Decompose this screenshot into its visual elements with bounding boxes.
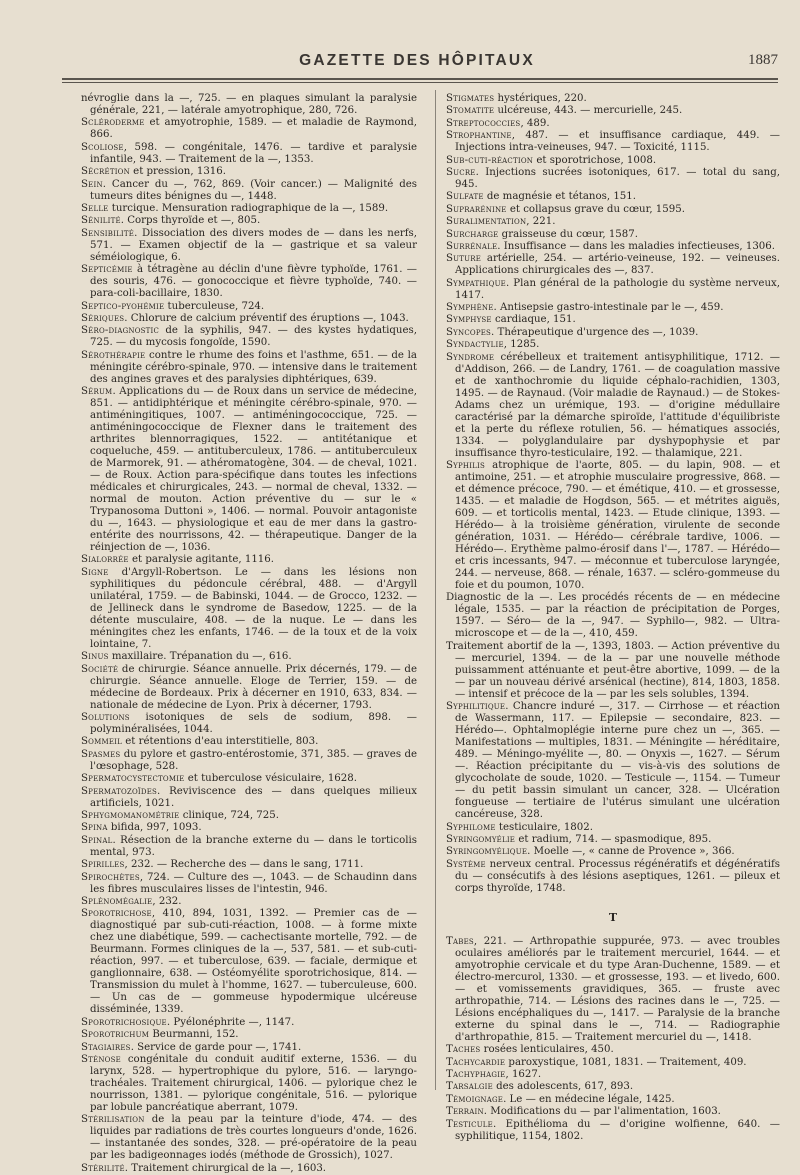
entry-text: et tuberculose vésiculaire, 1628. [184,773,357,785]
entry-text: , 221. [526,216,556,228]
entry-headword: Sucre [446,166,476,178]
index-entry [81,567,417,651]
column-divider [435,90,436,1090]
entry-text: et sporotrichose, 1008. [533,154,657,166]
entry-text: , 221. — Arthropathie suppurée, 973. — avec troubles oculaires améliorés par le traitement mercuriel, 1644. — et amyotrophie cervicale et du type Aran-Duchenne, 1589. — et électro-mercurol, 1330. — et grossesse, 193. — et livedo, 600. — et vomissements gravidiques, 365. — fruste avec arthropathie, 714. — Lésions des racines dans le —, 725. — Lésions encéphaliques du —, 1417. — Paralysie de la branche externe du spinal dans le —, 714. — Radiographie d'arthropathie, 815. — Traitement mercuriel du —, 1418. [455,935,780,1043]
entry-headword: Syndactylie [446,339,504,351]
index-entry [446,93,780,105]
entry-headword: Splénomégalie [81,895,153,907]
entry-headword: Strophantine [446,130,512,142]
entry-text: , 1285. [503,339,540,351]
entry-headword: Syphilitique [446,701,506,713]
entry-headword: Scoliose [81,141,124,153]
entry-headword: Sinus [81,651,109,663]
entry-headword: Spirochètes [81,871,140,883]
index-entry [446,352,780,460]
index-entry [446,1069,780,1081]
entry-headword: Sérothérapie [81,349,146,361]
entry-text: . Service de garde pour —, 1741. [130,1041,302,1053]
entry-text: rosées lenticulaires, 450. [480,1044,614,1056]
index-entry [446,859,780,895]
entry-text: , 489. [520,117,550,129]
entry-headword: Spermatozoïdes [81,785,158,797]
entry-headword: Sporotrichose [81,908,152,920]
entry-text: cérébelleux et traitement antisyphilitique, 1712. — d'Addison, 266. — de Landry, 1761. — de coagulation massive et de xanthochromie du liquide céphalo-rachidien, 1303, 1495. — de Raynaud. (Voir maladie de Raynaud.) — de Stokes-Adams chez un urémique, 193. — d'origine médullaire caractérisé par la démarche spiroïde, l'attitude d'équilibriste et la perte du réflexe rotulien, 56. — hématiques associés, 1334. — polyglandulaire par dyshypophysie et par insuffisance thyro-testiculaire, 192. — thalamique, 221. [455,351,780,459]
entry-text: du pylore et gastro-entérostomie, 371, 385. — graves de l'œsophage, 528. [90,748,417,772]
entry-headword: Testicule [446,1118,493,1130]
journal-title: GAZETTE DES HÔPITAUX [299,52,535,69]
entry-headword: Stigmates [446,93,495,104]
entry-text: atrophique de l'aorte, 805. — du lapin, 908. — et antimoine, 251. — et atrophie musculaire progressive, 868. — et démence précoce, 790. — et émétique, 410. — et grossesse, 1435. — et maladie de Hogdson, 565. — et métrites aiguës, 609. — et torticolis mental, 1423. — Etude clinique, 1393. — Hérédo— à la troisième génération, virulente de seconde génération, 1031. — Hérédo— cérébrale tardive, 1006. — Hérédo—. Erythème palmo-érosif dans l'—, 1787. — Hérédo— et cris incessants, 947. — méconnue et tuberculose laryngée, 244. — nerveuse, 868. — rénale, 1637. — scléro-gommeuse du foie et du poumon, 1070. [455,460,780,592]
page-number: 1887 [748,52,778,68]
index-entry [446,822,780,834]
index-entry [446,1094,780,1106]
entry-text: bifida, 997, 1093. [107,822,202,834]
index-entry [81,1114,417,1162]
index-entry [81,203,417,215]
entry-headword: Solutions [81,712,130,724]
entry-headword: Selle [81,202,109,214]
entry-text: nerveux central. Processus régénératifs et dégénératifs du — consécutifs à des lésions aseptiques, 1261. — pileux et corps thyroïde, 1748. [455,858,780,894]
index-entry [81,1029,417,1041]
entry-text: cardiaque, 151. [491,314,576,326]
index-entry [446,1106,780,1118]
index-entry [81,749,417,773]
entry-headword: Suture [446,253,482,265]
index-entry [81,664,417,712]
entry-text: . Chancre induré —, 317. — Cirrhose — et réaction de Wassermann, 117. — Epilepsie — secondaire, 823. — Hérédo—. Ophtalmoplégie interne pure chez un —, 365. — Manifestations — multiples, 1831. — Méningite — héréditaire, 489. — Méningo-myélite —, 80. — Onyxis —, 1627. — Sérum —. Réaction précipitante du — vis-à-vis des solutions de glycocholate de soude, 1020. — Testicule —, 1154. — Tumeur — du petit bassin simulant un cancer, 328. — Ulcération fongueuse — tertiaire de l'utérus simulant une ulcération cancéreuse, 328. [455,701,780,821]
entry-headword: Tachycardie [446,1056,506,1068]
entry-headword: Surrénale [446,240,498,252]
index-entry [446,641,780,701]
index-entry [446,204,780,216]
index-entry [446,1057,780,1069]
entry-text: . Traitement chirurgical de la —, 1603. [124,1162,327,1174]
entry-text: . Moelle —, « canne de Provence », 366. [527,846,735,858]
entry-headword: Société [81,663,119,675]
entry-text: . Modifications du — par l'alimentation, 1603. [483,1106,721,1118]
index-entry [81,896,417,908]
entry-headword: Surcharge [446,228,499,240]
index-entry [446,327,780,339]
entry-headword: Syringomyélie [446,833,516,845]
entry-text: graisseuse du cœur, 1587. [498,228,638,240]
index-entry [446,846,780,858]
index-entry [81,859,417,871]
entry-headword: Scléroderme [81,117,145,129]
entry-headword: Spermatocystectomie [81,773,185,785]
index-entry [81,822,417,834]
entry-text: . Antisepsie gastro-intestinale par le —, 459. [493,302,724,314]
index-entry [446,241,780,253]
index-entry [81,264,417,300]
entry-headword: Taches [446,1044,481,1056]
index-entry [81,313,417,325]
index-entry [81,1017,417,1029]
entry-headword: Stérilisation [81,1114,145,1126]
entry-headword: Témoignage [446,1093,504,1105]
entry-headword: Sténose [81,1053,121,1065]
entry-text: turcique. Mensuration radiographique de la —, 1589. [108,202,389,214]
index-entry [446,118,780,130]
entry-text: maxillaire. Trépanation du —, 616. [108,651,292,663]
entry-headword: Tarsalgie [446,1081,493,1093]
entry-headword: Stérilité [81,1162,125,1174]
entry-headword: Spinal [81,834,113,846]
entry-headword: Suralimentation [446,216,527,228]
index-entry [81,1163,417,1175]
index-entry [446,155,780,167]
index-entry [81,1054,417,1114]
entry-headword: Sein [81,178,103,190]
entry-text: contre le rhume des foins et l'asthme, 651. — de la méningite cérébro-spinale, 970. — intensive dans le traitement des angines graves et des paralysies diphtériques, 639. [90,349,417,385]
entry-headword: Suprarénine [446,203,507,215]
index-entry [81,810,417,822]
index-entry [81,736,417,748]
index-entry [81,301,417,313]
entry-text: et radium, 714. — spasmodique, 895. [515,833,712,845]
header-rule-thin [62,82,778,83]
index-entry [446,229,780,241]
index-entry [446,191,780,203]
entry-text: , 232. [152,895,182,907]
entry-headword: Stagiaires [81,1041,131,1053]
index-entry [446,1119,780,1143]
entry-headword: Streptococcies [446,117,521,129]
entry-text: clinique, 724, 725. [179,809,279,821]
entry-text: . Insuffisance — dans les maladies infectieuses, 1306. [497,240,776,252]
entry-headword: Sommeil [81,736,122,748]
entry-headword: Sialorrée [81,554,129,566]
entry-text: paroxystique, 1081, 1831. — Traitement, 409. [505,1056,747,1068]
entry-text: et pression, 1316. [129,166,227,178]
entry-headword: Syndrome [446,351,495,363]
entry-headword: Sensibilité [81,227,135,239]
entry-text: testiculaire, 1802. [495,821,593,833]
index-entry [81,386,417,554]
index-entry [81,773,417,785]
entry-text: , 487. — et insuffisance cardiaque, 449. — Injections intra-veineuses, 947. — Toxicité, 1115. [455,130,780,154]
entry-text: d'Argyll-Robertson. Le — dans les lésions non syphilitiques du pédoncule cérébral, 488. — d'Argyll unilatéral, 1759. — de Babinski, 1044. — de Grocco, 1232. — de Jellineck dans le syndrome de Basedow, 1225. — de la détente musculaire, 408. — de la nuque. Le — dans les méningites chez les enfants, 1746. — de la toux et de la voix lointaine, 7. [90,566,417,650]
entry-text: de chirurgie. Séance annuelle. Prix décernés, 179. — de chirurgie. Séance annuelle. Eloge de Terrier, 159. — de médecine de Bordeaux. Prix à décerner en 1910, 633, 834. — nationale de médecine de Lyon. Prix à décerner, 1793. [90,663,417,711]
index-entry [81,350,417,386]
right-column [446,93,780,1143]
entry-headword: Sénilité [81,215,121,227]
entry-headword: Séro-diagnostic [81,325,160,337]
entry-text: . Dissociation des divers modes de — dans les nerfs, 571. — Examen objectif de la — gastrique et sa valeur séméiologique, 6. [90,227,417,263]
entry-headword: Système [446,858,486,870]
entry-text: . Corps thyroïde et —, 805. [120,215,261,227]
index-entry [81,215,417,227]
entry-text: et collapsus grave du cœur, 1595. [506,203,685,215]
entry-text: . Chlorure de calcium préventif des éruptions —, 1043. [124,312,409,324]
entry-headword: Sporotrichum [81,1029,150,1041]
entry-text: hystériques, 220. [494,93,587,104]
header-rule [62,78,778,80]
entry-headword: Syphilis [446,460,485,472]
entry-text: et amyotrophie, 1589. — et maladie de Raymond, 866. [90,117,417,141]
entry-headword: Sporotrichosique [81,1016,167,1028]
entry-headword: Sub-cuti-réaction [446,154,534,166]
entry-text: . Résection de la branche externe du — dans le torticolis mental, 973. [90,834,417,858]
entry-text: Diagnostic de la —. Les procédés récents de — en médecine légale, 1535. — par la réaction de précipitation de Porges, 1597. — Séro— de la —, 947. — Syphilo—, 982. — Ultra-microscope et — de la —, 410, 459. [446,592,780,640]
entry-headword: Sérum [81,386,113,398]
entry-headword: Syncopes [446,326,492,338]
entry-text: , 410, 894, 1031, 1392. — Premier cas de — diagnostiqué par sub-cuti-réaction, 1008. — à forme mixte chez une diabétique, 599. — cachectisante mortelle, 792. — de Beurmann. Formes cliniques de la —, 537, 581. — et sub-cuti-réaction, 997. — et tuberculose, 639. — faciale, dermique et ganglionnaire, 638. — Ostéomyélite sporotrichosique, 814. — Transmission du mulet à l'homme, 1627. — tuberculeuse, 600. — Un cas de — gommeuse hypodermique ulcéreuse disséminée, 1339. [90,908,417,1016]
index-entry [446,216,780,228]
entry-text: névroglie dans la —, 725. — en plaques simulant la paralysie générale, 221, — latérale amyotrophique, 280, 726. [81,93,417,116]
index-entry [446,701,780,821]
index-entry [446,1044,780,1056]
index-entry [446,936,780,1044]
entry-text: congénitale du conduit auditif externe, 1536. — du larynx, 528. — hypertrophique du pylore, 516. — laryngo-trachéales. Traitement chirurgical, 1406. — pylorique chez le nourrisson, 1381. — pylorique congénitale, 516. — pylorique par lobule pancréatique aberrant, 1079. [90,1053,417,1113]
index-entry [446,339,780,351]
entry-text: . Reviviscence des — dans quelques milieux artificiels, 1021. [90,785,417,809]
index-entry [446,592,780,640]
index-entry [446,278,780,302]
page-header [56,52,778,74]
index-entry [81,1042,417,1054]
index-entry [446,130,780,154]
index-entry [81,835,417,859]
entry-text: . Le — en médecine légale, 1425. [503,1093,675,1105]
entry-text: , 724. — Culture des —, 1043. — de Schaudinn dans les fibres musculaires lisses de l'intestin, 946. [90,871,417,895]
index-entry [81,908,417,1016]
index-entry [81,872,417,896]
index-entry [81,786,417,810]
entry-headword: Septicémie [81,264,133,276]
entry-headword: Syringomyélique [446,846,528,858]
entry-headword: Symphyse [446,314,492,326]
index-entry [446,834,780,846]
entry-text: . Injections sucrées isotoniques, 617. — total du sang, 945. [455,166,780,190]
index-entry [81,166,417,178]
entry-text: . Applications du — de Roux dans un service de médecine, 851. — antidiphtérique et méningite cérébro-spinale, 970. — antiméningitiques, 1007. — antiméningococcique, 725. — antiméningococcique de Flexner dans le traitement des arthrites blennorragiques, 1522. — antitétanique et coqueluche, 459. — antituberculeux, 1786. — antituberculeux de Marmorek, 91. — athéromatogène, 304. — de cheval, 1021. — de Roux. Action para-spécifique dans toutes les infections médicales et chirurgicales, 243. — normal de cheval, 1332. — normal de mouton. Action préventive du — sur le « Trypanosoma Duttoni », 1406. — normal. Pouvoir antagoniste du —, 1643. — physiologique et eau de mer dans la gastro-entérite des nourrissons, 42. — thérapeutique. Danger de la réinjection de —, 1036. [90,386,417,554]
entry-headword: Tachyphagie [446,1068,506,1080]
entry-text: des adolescents, 617, 893. [492,1081,634,1093]
entry-text: de la syphilis, 947. — des kystes hydatiques, 725. — du mycosis fongoïde, 1590. [90,325,417,349]
entry-headword: Tabes [446,935,474,947]
entry-headword: Sériques [81,312,125,324]
entry-headword: Septico-pyohémie [81,300,165,312]
left-column [81,93,417,1175]
entry-headword: Signe [81,566,109,578]
index-entry [81,93,417,117]
entry-headword: Spina [81,822,108,834]
entry-text: tuberculeuse, 724. [164,300,265,312]
index-entry [81,651,417,663]
index-entry [81,325,417,349]
entry-text: artérielle, 254. — artério-veineuse, 192. — veineuses. Applications chirurgicales des —, 837. [455,253,780,277]
section-letter: T [608,910,618,924]
entry-headword: Sphygmomanométrie [81,809,180,821]
index-entry [81,554,417,566]
entry-text: et paralysie agitante, 1116. [128,554,275,566]
entry-text: et rétentions d'eau interstitielle, 803. [121,736,319,748]
entry-headword: Symphène [446,302,494,314]
entry-text: , 1627. [505,1068,542,1080]
entry-text: de la peau par la teinture d'iode, 474. — des liquides par radiations de très courtes longueurs d'onde, 1626. — instantanée des sondes, 328. — pré-opératoire de la peau par les badigeonnages iodés (méthode de Grossich), 1027. [90,1114,417,1162]
index-entry [81,117,417,141]
entry-text: . Plan général de la pathologie du système nerveux, 1417. [455,277,780,301]
index-entry [446,460,780,592]
index-entry [81,142,417,166]
index-entry [446,302,780,314]
entry-text: à tétragène au déclin d'une fièvre typhoïde, 1761. — des souris, 476. — gonococcique et fièvre typhoïde, 740. — para-coli-bacillaire, 1830. [90,264,417,300]
index-entry [81,228,417,264]
entry-headword: Terrain [446,1106,484,1118]
index-entry [446,167,780,191]
entry-headword: Spasmes [81,748,121,760]
entry-text: Beurmanni, 152. [149,1029,239,1041]
entry-headword: Sulfate [446,191,484,203]
entry-text: isotoniques de sels de sodium, 898. — polyminéralisées, 1044. [90,712,417,736]
entry-text: de magnésie et tétanos, 151. [483,191,637,203]
index-entry [446,253,780,277]
index-entry [446,314,780,326]
entry-text: , 598. — congénitale, 1476. — tardive et paralysie infantile, 943. — Traitement de la —, 1353. [90,141,417,165]
entry-text: . Epithélioma du — d'origine wolfienne, 640. — syphilitique, 1154, 1802. [455,1118,780,1142]
index-entry [81,712,417,736]
entry-headword: Syphilome [446,821,496,833]
entry-text: , 232. — Recherche des — dans le sang, 1711. [124,859,364,871]
index-entry [446,1081,780,1093]
entry-headword: Sécrétion [81,166,130,178]
index-entry [446,105,780,117]
entry-text: ulcéreuse, 443. — mercurielle, 245. [494,105,683,117]
entry-headword: Stomatite [446,105,495,117]
index-entry [81,179,417,203]
entry-text: . Cancer du —, 762, 869. (Voir cancer.) — Malignité des tumeurs dites bénignes du —, 1448. [90,178,417,202]
entry-text: . Pyélonéphrite —, 1147. [166,1016,295,1028]
entry-text: . Thérapeutique d'urgence des —, 1039. [491,326,699,338]
entry-headword: Sympathique [446,277,506,289]
entry-text: Traitement abortif de la —, 1393, 1803. — Action préventive du — mercuriel, 1394. — de la — par une nouvelle méthode puissamment atténuante et peut-être abortive, 1099. — de la — par un nouveau dérivé arsénical (hectine), 814, 1803, 1858. — intensif et précoce de la — par les sels solubles, 1394. [446,640,780,700]
entry-headword: Spirilles [81,859,125,871]
